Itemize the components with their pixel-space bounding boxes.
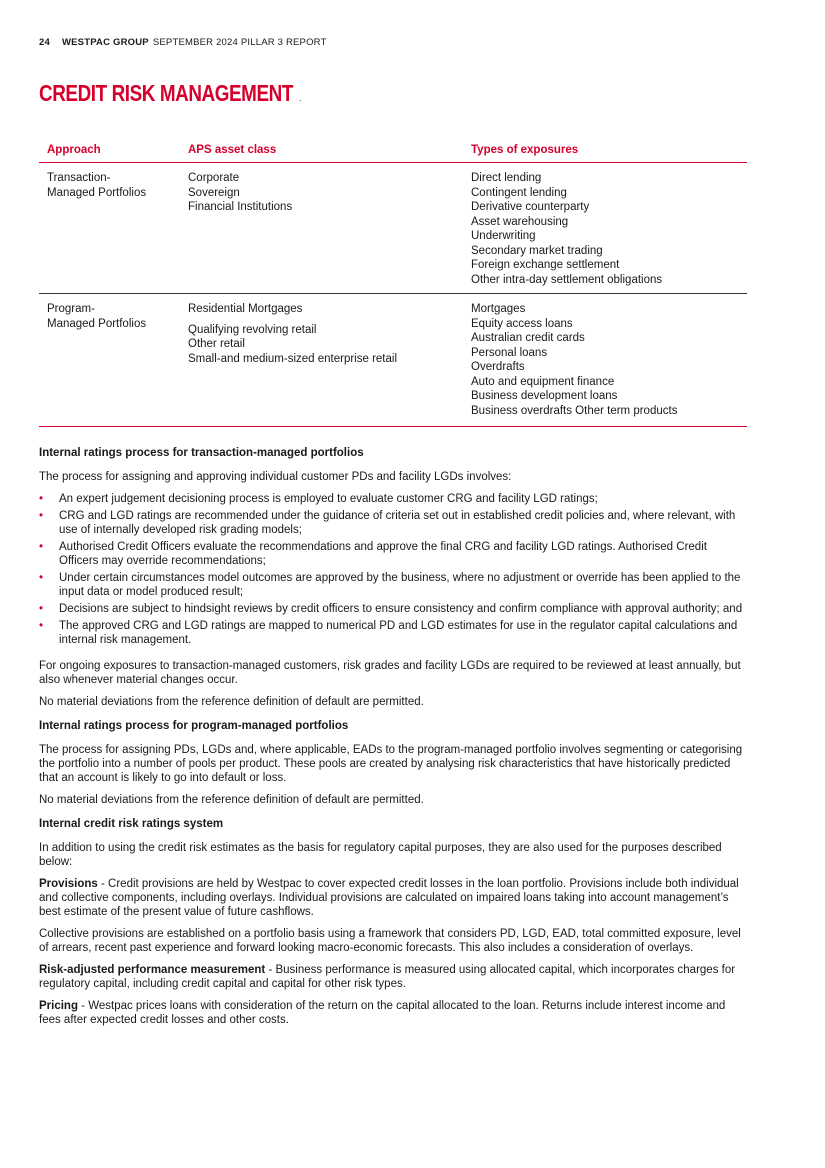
approach-cell (39, 294, 180, 427)
approach-table (39, 142, 747, 427)
asset-class-item: Other retail (188, 338, 245, 350)
pricing-text: - Westpac prices loans with consideration of the return on the capital allocated to the loan. Returns include interest income and fees after expected credit losses and other costs. (39, 1000, 726, 1026)
title-mark: . (299, 93, 302, 103)
exposure-item: Business development loans (471, 390, 618, 402)
exposure-item: Equity access loans (471, 317, 573, 330)
column-header-asset-class: APS asset class (180, 142, 463, 163)
provisions-lead: Provisions (39, 878, 98, 890)
paragraph: The process for assigning PDs, LGDs and, where applicable, EADs to the program-managed portfolio involves segmenting or categorising the portfolio into a number of pools per product. These pools are created by analysing risk characteristics that have historically predicted that an account is likely to go into default or loss. (39, 744, 743, 784)
exposure-item: Business overdrafts Other term products (471, 404, 678, 417)
paragraph: No material deviations from the reference definition of default are permitted. (39, 794, 424, 806)
running-header (39, 37, 327, 48)
rapm-text: - Business performance is measured using allocated capital, which incorporates charges for regulatory capital, including credit capital and capital for other risk types. (39, 964, 736, 990)
table-row (39, 163, 747, 294)
bullet-item: • Authorised Credit Officers evaluate the recommendations and approve the final CRG and facility LGD ratings. Authorised Credit Officers may override recommendations; (39, 540, 747, 568)
section-heading-program: Internal ratings process for program-managed portfolios (39, 720, 349, 732)
exposures-cell (463, 294, 747, 427)
asset-class-cell (180, 294, 463, 427)
page-title: CREDIT RISK MANAGEMENT (39, 80, 293, 106)
exposure-item: Other intra-day settlement obligations (471, 273, 663, 286)
table-header-row (39, 142, 747, 163)
exposure-item: Personal loans (471, 346, 548, 359)
bullet-item: • An expert judgement decisioning process is employed to evaluate customer CRG and facility LGD ratings; (39, 492, 747, 506)
brand-name: WESTPAC GROUP (61, 37, 149, 48)
pricing-paragraph (39, 999, 747, 1027)
exposure-item: Overdrafts (471, 361, 525, 373)
approach-cell (39, 163, 180, 294)
pricing-lead: Pricing (39, 1000, 78, 1012)
exposure-item: Australian credit cards (471, 332, 585, 344)
report-name: SEPTEMBER 2024 PILLAR 3 REPORT (152, 37, 327, 48)
column-header-approach: Approach (39, 142, 180, 163)
provisions-paragraph (39, 877, 747, 919)
exposure-item: Secondary market trading (471, 244, 603, 257)
approach-line: Managed Portfolios (47, 186, 147, 199)
exposure-item: Underwriting (471, 230, 536, 242)
asset-class-cell (180, 163, 463, 294)
asset-class-item: Small-and medium-sized enterprise retail (188, 352, 397, 365)
exposure-item: Derivative counterparty (471, 201, 590, 213)
approach-line: Managed Portfolios (47, 317, 147, 330)
bullet-list (39, 492, 747, 647)
exposure-item: Asset warehousing (471, 215, 569, 228)
asset-class-item: Sovereign (188, 186, 240, 199)
asset-class-item: Financial Institutions (188, 201, 293, 213)
paragraph: No material deviations from the reference definition of default are permitted. (39, 696, 424, 708)
bullet-item: • The approved CRG and LGD ratings are mapped to numerical PD and LGD estimates for use in the regulator capital calculations and internal risk management. (39, 619, 747, 647)
section-heading-transaction: Internal ratings process for transaction-managed portfolios (39, 447, 364, 459)
body-text (39, 446, 747, 1035)
rapm-lead: Risk-adjusted performance measurement (39, 964, 266, 976)
provisions-text: - Credit provisions are held by Westpac to cover expected credit losses in the loan portfolio. Provisions include both individual and collective components, including overlays. Individual provisions are calculated on impaired loans taking into account management’s best estimate of the present value of future cashflows. (39, 878, 739, 918)
paragraph: For ongoing exposures to transaction-managed customers, risk grades and facility LGDs are required to be reviewed at least annually, but also whenever material changes occur. (39, 660, 741, 686)
page-number: 24 (39, 37, 50, 48)
exposure-item: Direct lending (471, 172, 542, 184)
paragraph: Collective provisions are established on a portfolio basis using a framework that considers PD, LGD, EAD, total committed exposure, level of arrears, recent past experience and forward looking macro-economic forecasts. This also includes a consideration of overlays. (39, 928, 741, 954)
approach-line: Transaction- (47, 172, 111, 184)
table-row (39, 294, 747, 427)
exposure-item: Contingent lending (471, 186, 567, 199)
asset-class-item: Qualifying revolving retail (188, 323, 317, 336)
approach-line: Program- (47, 303, 95, 315)
exposure-item: Foreign exchange settlement (471, 259, 620, 271)
rapm-paragraph (39, 963, 747, 991)
paragraph: In addition to using the credit risk estimates as the basis for regulatory capital purposes, they are also used for the purposes described below: (39, 842, 722, 868)
exposures-cell (463, 163, 747, 294)
asset-class-item: Residential Mortgages (188, 303, 303, 315)
exposure-item: Mortgages (471, 303, 526, 315)
section-heading-ratings-system: Internal credit risk ratings system (39, 818, 224, 830)
asset-class-item: Corporate (188, 172, 240, 184)
column-header-exposures: Types of exposures (463, 142, 747, 163)
bullet-item: • Decisions are subject to hindsight reviews by credit officers to ensure consistency and confirm compliance with approval authority; and (39, 602, 747, 616)
bullet-item: • CRG and LGD ratings are recommended under the guidance of criteria set out in established credit policies and, where relevant, with use of internally developed risk grading models; (39, 509, 747, 537)
paragraph: The process for assigning and approving individual customer PDs and facility LGDs involves: (39, 471, 512, 483)
exposure-item: Auto and equipment finance (471, 375, 615, 388)
bullet-item: • Under certain circumstances model outcomes are approved by the business, where no adjustment or override has been applied to the input data or model produced result; (39, 571, 747, 599)
